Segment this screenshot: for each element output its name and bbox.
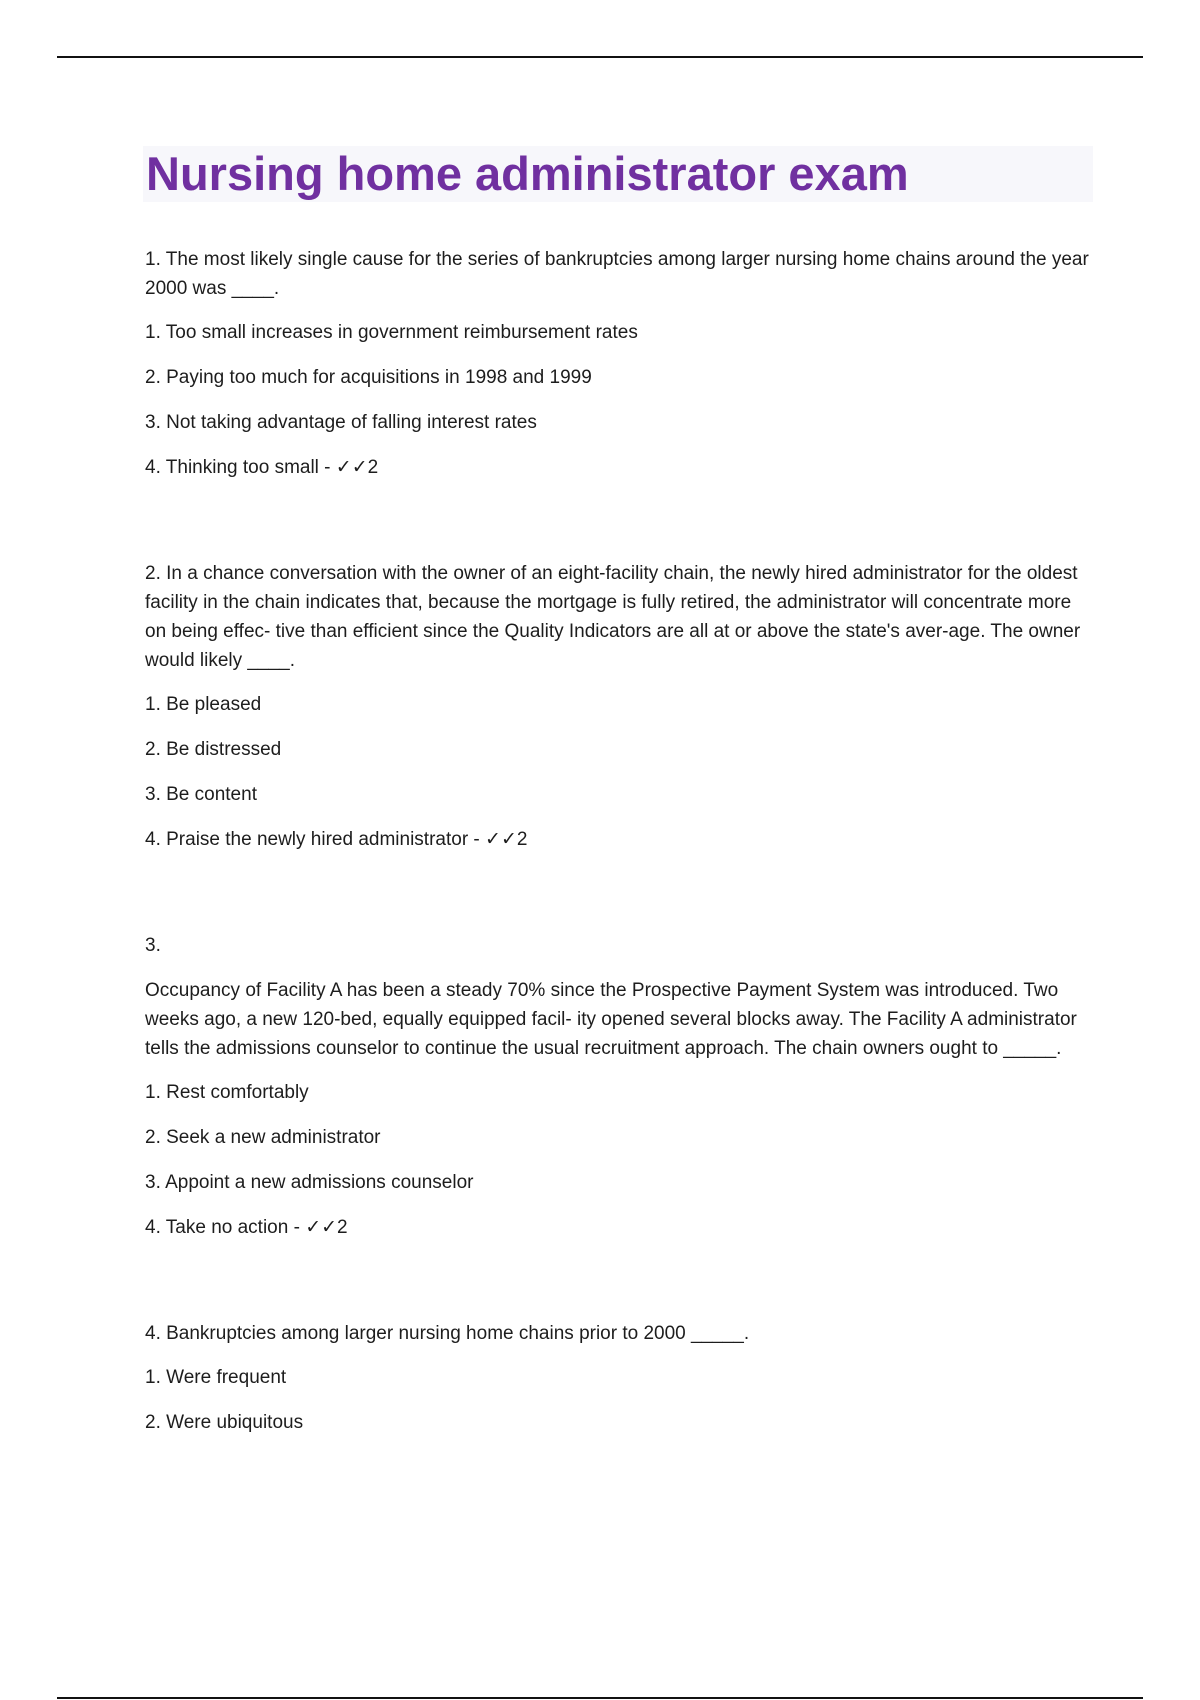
answer-option: 1. Be pleased xyxy=(145,694,262,715)
question-list xyxy=(145,245,1095,1453)
spacer xyxy=(145,870,1095,931)
answer-option: 3. Be content xyxy=(145,784,257,805)
question-3 xyxy=(145,931,1095,1242)
answer-option: 2. Seek a new administrator xyxy=(145,1127,381,1148)
question-prompt: Occupancy of Facility A has been a steady 70% since the Prospective Payment System was introduced. Two weeks ago, a new 120-bed, equally equipped facil- ity opened several blocks away. The Facility A administrator tells the admissions counselor to continue the usual recruitment approach. The chain owners ought to _____. xyxy=(145,980,1077,1059)
spacer xyxy=(145,498,1095,559)
answer-option: 3. Not taking advantage of falling interest rates xyxy=(145,412,537,433)
question-4 xyxy=(145,1319,1095,1437)
answer-option: 1. Were frequent xyxy=(145,1367,287,1388)
question-2 xyxy=(145,559,1095,854)
answer-option: 1. Rest comfortably xyxy=(145,1082,309,1103)
question-prompt: 1. The most likely single cause for the series of bankruptcies among larger nursing home chains around the year 2000 was ____. xyxy=(145,249,1089,299)
spacer xyxy=(145,1258,1095,1319)
question-prompt: 2. In a chance conversation with the owner of an eight-facility chain, the newly hired administrator for the oldest facility in the chain indicates that, because the mortgage is fully retired, the administrator will concentrate more on being effec- tive than efficient since the Quality Indicators are all at or above the state's aver-age. The owner would likely ____. xyxy=(145,563,1081,671)
top-rule xyxy=(57,56,1143,58)
answer-option-keyed: 4. Take no action - ✓✓2 xyxy=(145,1217,348,1238)
answer-option: 2. Paying too much for acquisitions in 1998 and 1999 xyxy=(145,367,592,388)
answer-option: 2. Were ubiquitous xyxy=(145,1412,304,1433)
answer-option: 3. Appoint a new admissions counselor xyxy=(145,1172,474,1193)
bottom-rule xyxy=(57,1697,1143,1699)
answer-option: 1. Too small increases in government reimbursement rates xyxy=(145,322,638,343)
question-1 xyxy=(145,245,1095,482)
answer-option-keyed: 4. Thinking too small - ✓✓2 xyxy=(145,457,379,478)
answer-option: 2. Be distressed xyxy=(145,739,282,760)
answer-option-keyed: 4. Praise the newly hired administrator - ✓✓2 xyxy=(145,829,528,850)
page-title: Nursing home administrator exam xyxy=(146,147,909,200)
question-prompt: 4. Bankruptcies among larger nursing home chains prior to 2000 _____. xyxy=(145,1323,750,1344)
question-number: 3. xyxy=(145,935,161,956)
